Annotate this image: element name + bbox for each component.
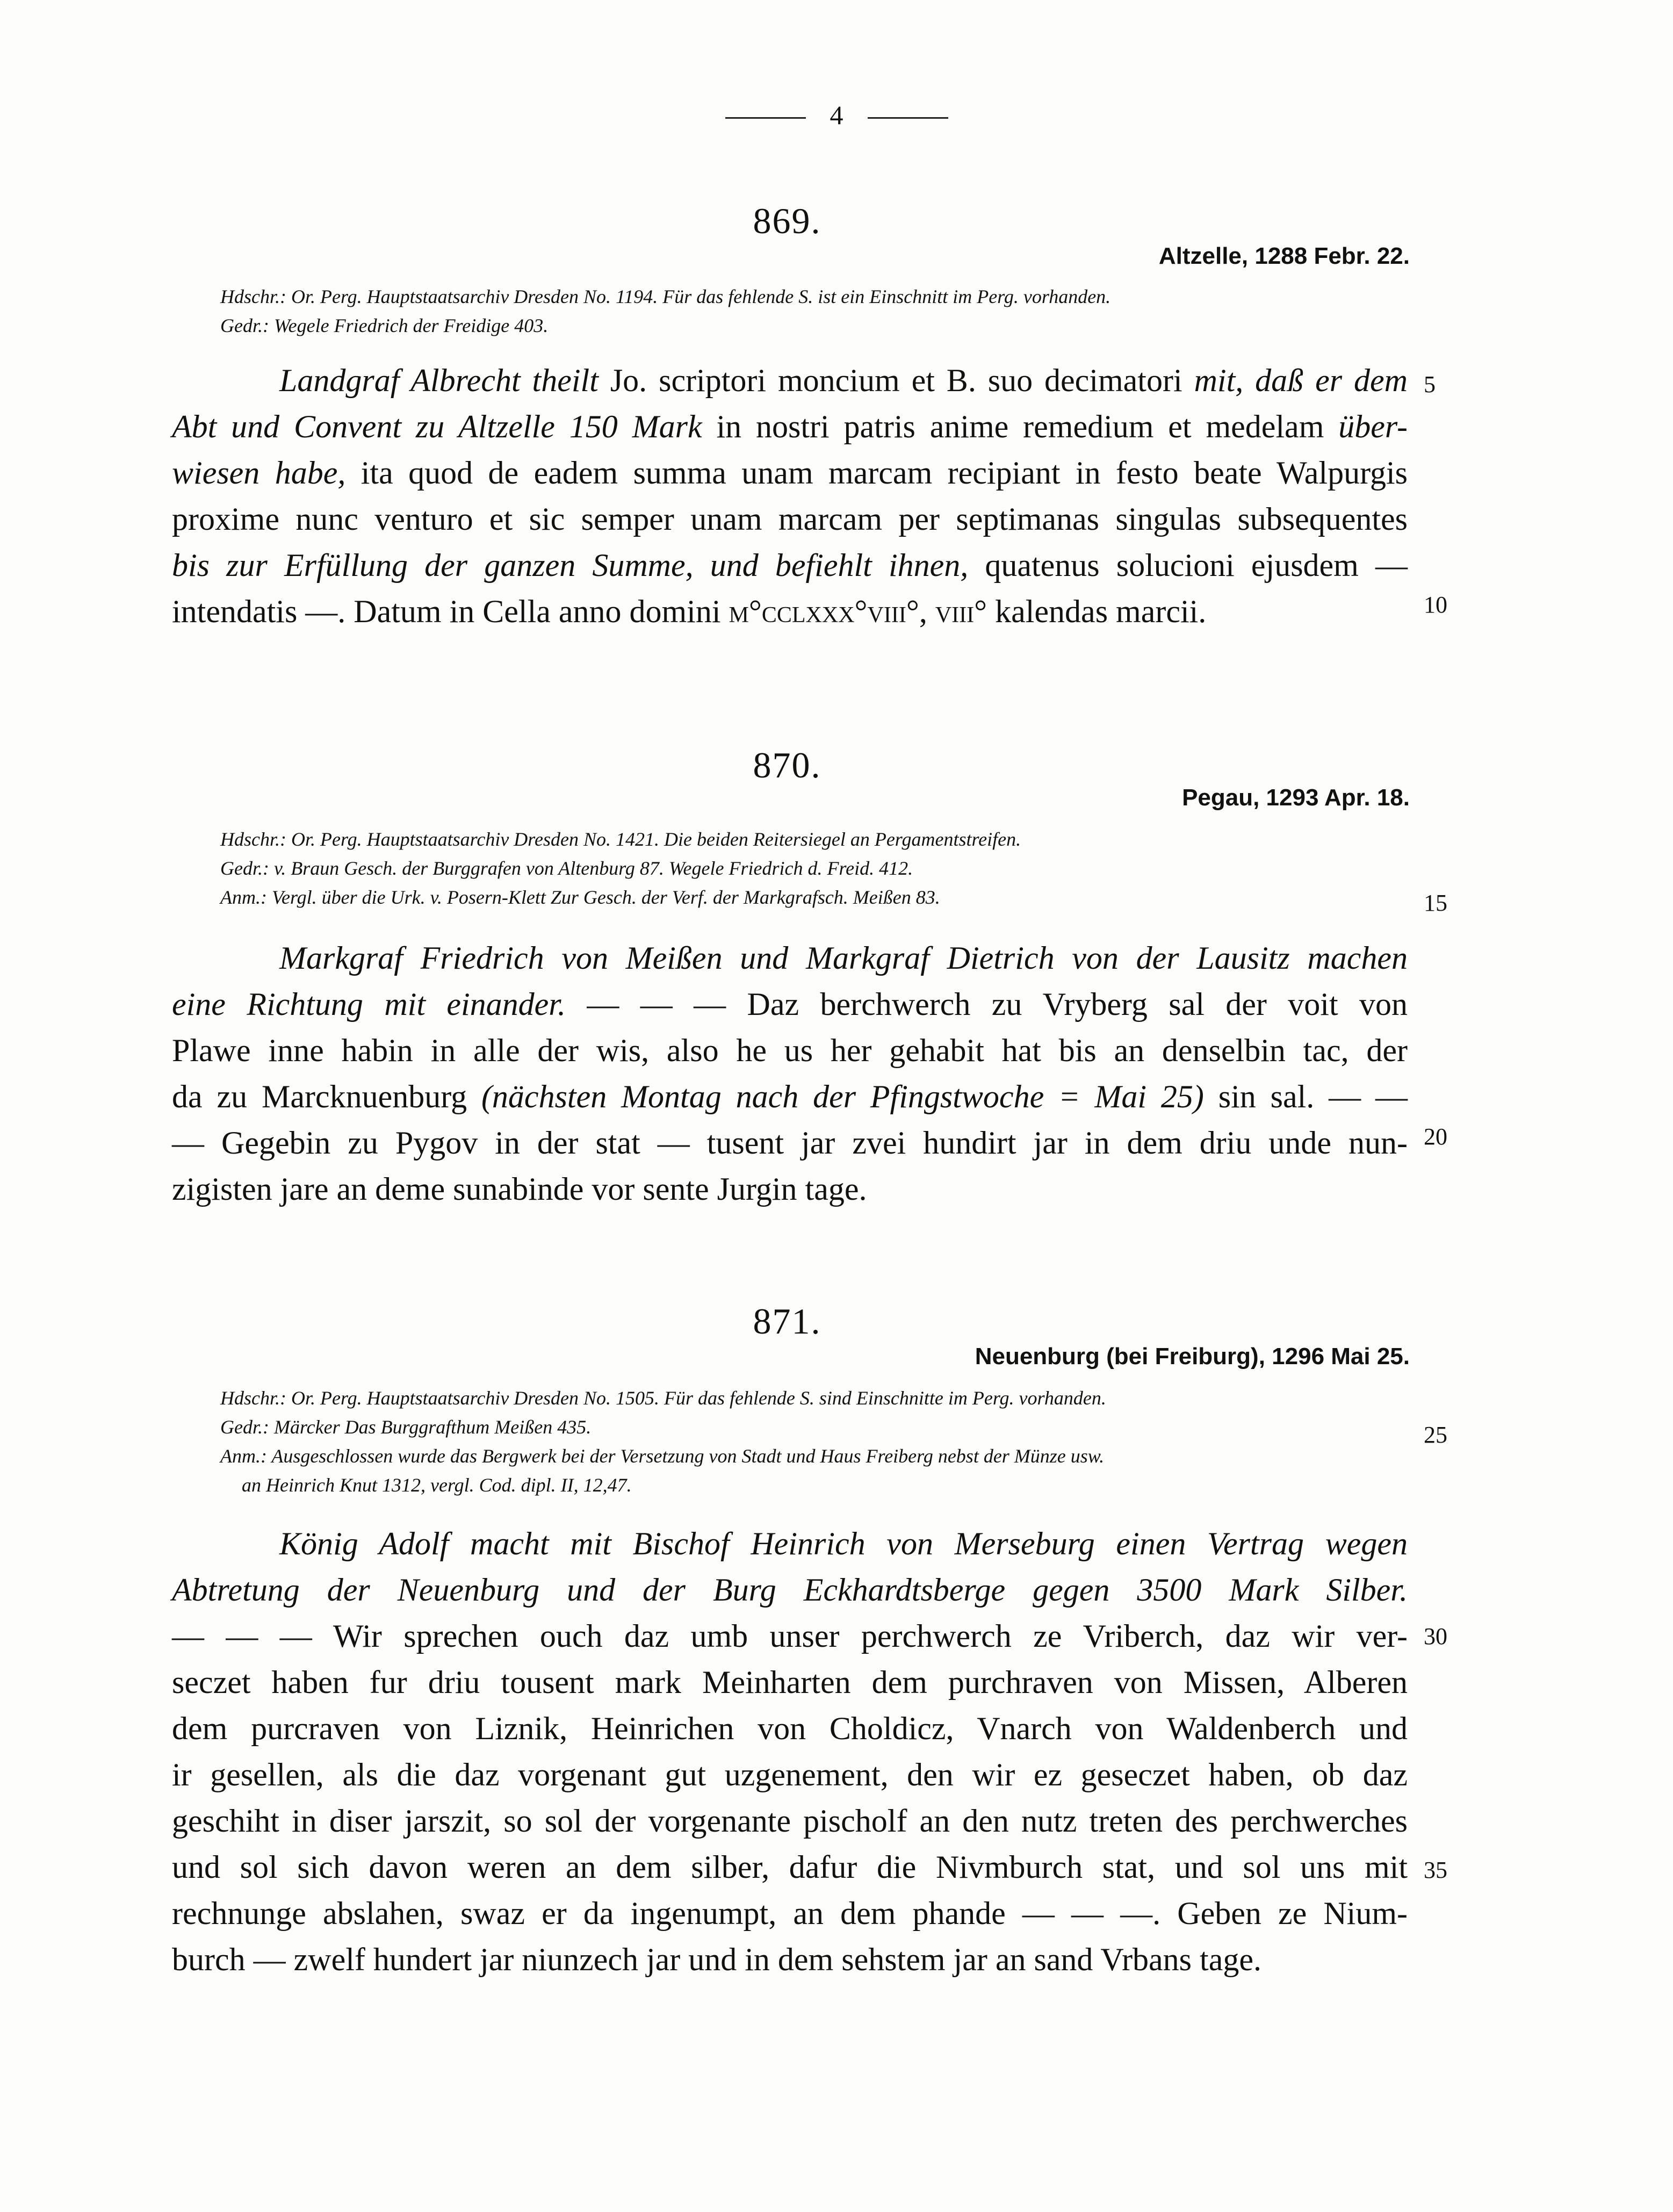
- page-number: 4: [830, 100, 843, 130]
- margin-line-number: 10: [1424, 592, 1447, 618]
- italic-run: (nächsten Montag nach der Pfingstwoche = Mai 25): [481, 1079, 1218, 1114]
- entry-body: [172, 357, 1408, 635]
- text-run: rechnunge abslahen, swaz er da ingenumpt, an dem phande — — —. Geben ze Nium-: [172, 1896, 1408, 1931]
- text-run: ir gesellen, als die daz vorgenant gut uzgenement, den wir ez geseczet haben, ob daz: [172, 1757, 1408, 1792]
- text-run: burch — zwelf hundert jar niunzech jar und in dem sehstem jar an sand Vrbans tage.: [172, 1942, 1261, 1977]
- body-line: [172, 1752, 1408, 1798]
- body-line: [172, 1073, 1408, 1120]
- meta-line: Anm.: Vergl. über die Urk. v. Posern-Klett Zur Gesch. der Verf. der Markgrafsch. Meißen 83.: [220, 887, 940, 908]
- body-line: [172, 357, 1408, 404]
- small-caps-run: m°cclxxx°viii°: [729, 594, 919, 629]
- text-run: da zu Marcknuenburg: [172, 1079, 481, 1114]
- meta-line: Gedr.: v. Braun Gesch. der Burggrafen von Altenburg 87. Wegele Friedrich d. Freid. 412.: [220, 858, 913, 879]
- body-line: [172, 1890, 1408, 1936]
- entry-number: 869.: [753, 200, 821, 241]
- body-line: [172, 981, 1408, 1027]
- entry-place-date: Neuenburg (bei Freiburg), 1296 Mai 25.: [975, 1343, 1410, 1370]
- text-run: Plawe inne habin in alle der wis, also he us her gehabit hat bis an denselbin tac, der: [172, 1033, 1408, 1068]
- text-run: in nostri patris anime remedium et medelam: [716, 409, 1339, 444]
- body-line: [172, 1120, 1408, 1166]
- entry-place-date: Pegau, 1293 Apr. 18.: [1182, 784, 1410, 811]
- margin-line-number: 35: [1424, 1857, 1447, 1883]
- entry-body: [172, 1521, 1408, 1983]
- body-line: [172, 1567, 1408, 1613]
- text-run: proxime nunc venturo et sic semper unam marcam per septimanas singulas subsequentes: [172, 501, 1408, 537]
- text-run: Jo. scriptori moncium et B. suo decimatori: [610, 363, 1194, 398]
- italic-run: Markgraf Friedrich von Meißen und Markgraf Dietrich von der Lausitz machen: [279, 940, 1408, 976]
- body-line: [172, 1166, 1408, 1212]
- body-line: [172, 450, 1408, 496]
- page-header: [0, 99, 1673, 131]
- margin-line-number: 20: [1424, 1123, 1447, 1150]
- entry-number: 871.: [753, 1301, 821, 1342]
- body-line: [172, 1027, 1408, 1073]
- header-rule-left: [725, 117, 806, 119]
- entry-body: [172, 935, 1408, 1212]
- meta-line: Hdschr.: Or. Perg. Hauptstaatsarchiv Dresden No. 1421. Die beiden Reitersiegel an Pergamentstreifen.: [220, 828, 1021, 850]
- margin-line-number: 5: [1424, 371, 1436, 398]
- meta-line: an Heinrich Knut 1312, vergl. Cod. dipl. II, 12,47.: [242, 1474, 632, 1496]
- italic-run: eine Richtung mit einander.: [172, 986, 587, 1022]
- body-line: [172, 588, 1408, 635]
- italic-run: wiesen habe,: [172, 455, 361, 491]
- small-caps-run: viii°: [935, 594, 987, 629]
- italic-run: Abtretung der Neuenburg und der Burg Eckhardtsberge gegen 3500 Mark Silber.: [172, 1572, 1408, 1608]
- meta-line: Gedr.: Wegele Friedrich der Freidige 403.: [220, 315, 549, 336]
- entry-metadata: [220, 282, 1424, 340]
- text-run: — Gegebin zu Pygov in der stat — tusent jar zvei hundirt jar in dem driu unde nun-: [172, 1125, 1408, 1161]
- italic-run: König Adolf macht mit Bischof Heinrich von Merseburg einen Vertrag wegen: [279, 1526, 1408, 1561]
- body-line: [172, 1705, 1408, 1752]
- margin-line-number: 30: [1424, 1623, 1447, 1649]
- text-run: — — — Daz berchwerch zu Vryberg sal der voit von: [587, 986, 1408, 1022]
- text-run: ita quod de eadem summa unam marcam recipiant in festo beate Walpurgis: [360, 455, 1408, 491]
- italic-run: mit, daß er dem: [1194, 363, 1408, 398]
- meta-line: Anm.: Ausgeschlossen wurde das Bergwerk bei der Versetzung von Stadt und Haus Freiberg nebst der Münze usw.: [220, 1445, 1105, 1467]
- body-line: [172, 542, 1408, 588]
- body-line: [172, 496, 1408, 542]
- text-run: ,: [919, 594, 935, 629]
- text-run: quatenus solucioni ejusdem —: [985, 547, 1408, 583]
- text-run: und sol sich davon weren an dem silber, dafur die Nivmburch stat, und sol uns mit: [172, 1849, 1408, 1885]
- body-line: [172, 1844, 1408, 1890]
- italic-run: über-: [1338, 409, 1408, 444]
- header-rule-right: [868, 117, 948, 119]
- entry-metadata: [220, 1384, 1424, 1500]
- text-run: geschiht in diser jarszit, so sol der vorgenante pischolf an den nutz treten des perchwerches: [172, 1803, 1408, 1839]
- margin-line-number: 25: [1424, 1422, 1447, 1448]
- entry-metadata: [220, 825, 1424, 912]
- text-run: dem purcraven von Liznik, Heinrichen von Choldicz, Vnarch von Waldenberch und: [172, 1711, 1408, 1746]
- text-run: seczet haben fur driu tousent mark Meinharten dem purchraven von Missen, Alberen: [172, 1665, 1408, 1700]
- text-run: sin sal. — —: [1218, 1079, 1408, 1114]
- text-run: kalendas marcii.: [987, 594, 1207, 629]
- italic-run: bis zur Erfüllung der ganzen Summe, und befiehlt ihnen,: [172, 547, 985, 583]
- body-line: [172, 1659, 1408, 1705]
- meta-line: Hdschr.: Or. Perg. Hauptstaatsarchiv Dresden No. 1194. Für das fehlende S. ist ein Einschnitt im Perg. vorhanden.: [220, 286, 1111, 307]
- text-run: zigisten jare an deme sunabinde vor sente Jurgin tage.: [172, 1171, 867, 1207]
- italic-run: Abt und Convent zu Altzelle 150 Mark: [172, 409, 717, 444]
- entry-place-date: Altzelle, 1288 Febr. 22.: [1158, 243, 1410, 269]
- body-line: [172, 1613, 1408, 1659]
- body-line: [172, 1521, 1408, 1567]
- meta-line: Hdschr.: Or. Perg. Hauptstaatsarchiv Dresden No. 1505. Für das fehlende S. sind Einschnitte im Perg. vorhanden.: [220, 1387, 1106, 1409]
- body-line: [172, 1936, 1408, 1983]
- text-run: — — — Wir sprechen ouch daz umb unser perchwerch ze Vriberch, daz wir ver-: [172, 1618, 1408, 1654]
- text-run: intendatis —. Datum in Cella anno domini: [172, 594, 729, 629]
- body-line: [172, 935, 1408, 981]
- meta-line: Gedr.: Märcker Das Burggrafthum Meißen 435.: [220, 1416, 592, 1438]
- italic-run: Landgraf Albrecht theilt: [279, 363, 610, 398]
- entry-number: 870.: [753, 745, 821, 786]
- body-line: [172, 1798, 1408, 1844]
- body-line: [172, 404, 1408, 450]
- margin-line-number: 15: [1424, 890, 1447, 916]
